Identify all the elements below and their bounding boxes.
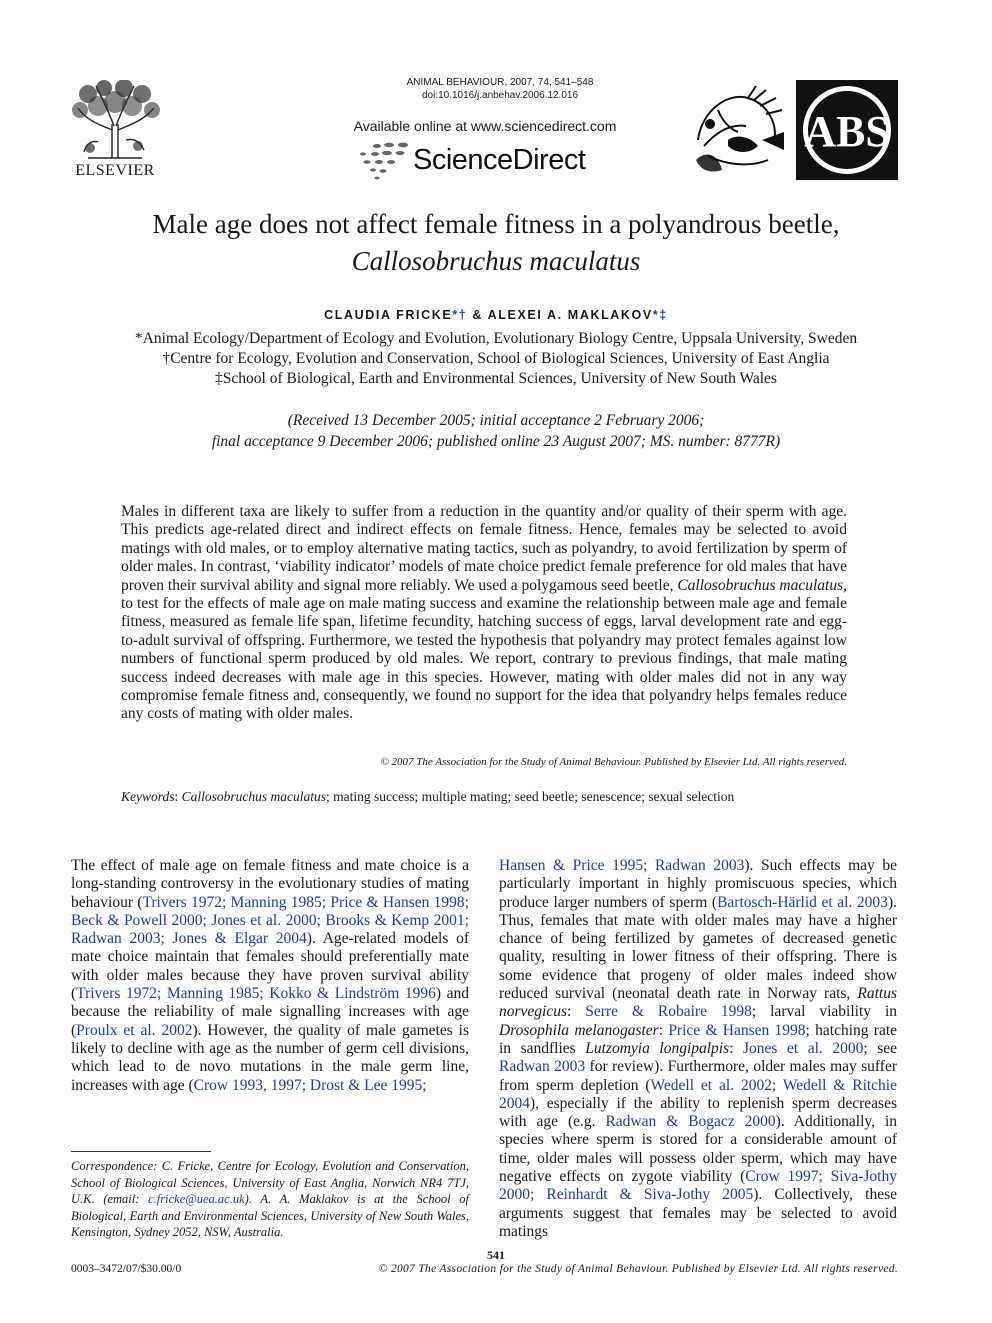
elsevier-logo xyxy=(68,80,162,182)
body-paragraph: The effect of male age on female fitness and mate choice is a long-standing controversy in the evolutionary studies of mating behaviour (Trivers 1972; Manning 1985; Price & Hansen 1998; Beck & Powell 2000; Jones et al. 2000; Brooks & Kemp 2001; Radwan 2003; Jones & Elgar 2004). Age-related models of mate choice maintain that females should preferentially mate with older males because they have proven survival ability (Trivers 1972; Manning 1985; Kokko & Lindström 1996) and because the reliability of male signalling increases with age (Proulx et al. 2002). However, the quality of male gametes is likely to decline with age as the number of germ cell divisions, which lead to de novo mutations in the male germ line, increases with age (Crow 1993, 1997; Drost & Lee 1995; xyxy=(71,857,469,1094)
citation-link[interactable]: Wedell et al. 2002; Wedell & Ritchie 2004 xyxy=(499,1076,897,1112)
abs-logo-text: ABS xyxy=(804,107,890,156)
publisher-name: ELSEVIER xyxy=(75,162,155,179)
title-line: Male age does not affect female fitness in a polyandrous beetle, xyxy=(152,209,840,239)
doi[interactable]: doi:10.1016/j.anbehav.2006.12.016 xyxy=(421,90,579,101)
abstract-text: Males in different taxa are likely to suffer from a reduction in the quantity and/or quality of their sperm with age. This predicts age-related direct and indirect effects on female fitness. Hence, females may be selected to avoid matings with old males, or to employ alternative mating tactics, such as polyandry, to avoid fertilization by sperm of older males. In contrast, ‘viability indicator’ models of mate choice predict female preference for old males that have proven their survival ability and signal more reliably. We used a polygamous seed beetle, xyxy=(121,503,847,594)
keywords-label: Keywords xyxy=(121,789,175,804)
species-name: Rattus norvegicus xyxy=(499,985,897,1021)
body-column-right xyxy=(499,857,897,1241)
page-number: 541 xyxy=(487,1248,505,1262)
abstract-copyright: © 2007 The Association for the Study of Animal Behaviour. Published by Elsevier Ltd. All rights reserved. xyxy=(380,756,847,768)
species-name: Drosophila melanogaster xyxy=(499,1021,659,1039)
citation-link[interactable]: Hansen & Price 1995; Radwan 2003 xyxy=(499,857,745,874)
keyword-list: ; mating success; multiple mating; seed beetle; senescence; sexual selection xyxy=(326,789,735,804)
citation-link[interactable]: Jones et al. 2000 xyxy=(743,1039,864,1057)
citation-link[interactable]: Proulx et al. 2002 xyxy=(76,1021,193,1039)
body-column-left xyxy=(71,857,469,1095)
abstract-text-cont: , to test for the effects of male age on male mating success and examine the relationship between male age and female fitness, measured as female life span, lifetime fecundity, hatching success of eggs, larval development rate and egg-to-adult survival of offspring. Furthermore, we tested the hypothesis that polyandry may protect females against low numbers of functional sperm produced by old males. We report, contrary to previous findings, that male mating success indeed decreases with male age in this species. However, mating with older males did not in any way compromise female fitness and, consequently, we found no support for the idea that polyandry helps females reduce any costs of mating with older males. xyxy=(121,576,848,723)
abs-society-logo xyxy=(796,80,898,180)
author-fricke-marks[interactable]: *† xyxy=(452,308,468,322)
citation-link[interactable]: Serre & Robaire 1998 xyxy=(585,1003,752,1021)
citation-link[interactable]: Trivers 1972; Manning 1985; Price & Hansen 1998; Beck & Powell 2000; Jones et al. 2000; Brooks & Kemp 2001; Radwan 2003; Jones & Elgar 2004 xyxy=(71,893,469,948)
sciencedirect-logo[interactable] xyxy=(355,138,615,182)
footnote-divider xyxy=(71,1151,211,1152)
issn-price: 0003–3472/07/$30.00/0 xyxy=(71,1263,182,1275)
affiliation-uppsala: *Animal Ecology/Department of Ecology and Evolution, Evolutionary Biology Centre, Uppsala University, Sweden xyxy=(134,330,858,347)
body-paragraph: Hansen & Price 1995; Radwan 2003). Such effects may be particularly important in highly promiscuous species, which produce larger numbers of sperm (Bartosch-Härlid et al. 2003). Thus, females that mate with older males may have a higher chance of being fertilized by gametes of decreased genetic quality, resulting in lower fitness of their offspring. There is some evidence that progeny of older males indeed show reduced survival (neonatal death rate in Norway rats, Rattus norvegicus: Serre & Robaire 1998; larval viability in Drosophila melanogaster: Price & Hansen 1998; hatching rate in sandflies Lutzomyia longipalpis: Jones et al. 2000; see Radwan 2003 for review). Furthermore, older males may suffer from sperm depletion (Wedell et al. 2002; Wedell & Ritchie 2004), especially if the ability to replenish sperm decreases with age (e.g. Radwan & Bogacz 2000). Additionally, in species where sperm is stored for a considerable amount of time, older males will possess older sperm, which may have negative effects on zygote viability (Crow 1997; Siva-Jothy 2000; Reinhardt & Siva-Jothy 2005). Collectively, these arguments suggest that females may be selected to avoid matings xyxy=(499,857,898,1240)
keyword-species: Callosobruchus maculatus xyxy=(181,789,327,804)
citation-link[interactable]: Radwan 2003 xyxy=(499,1058,586,1076)
bird-fish-emblem-icon xyxy=(688,80,790,180)
keywords: Keywords: Callosobruchus maculatus; mating success; multiple mating; seed beetle; senescence; sexual selection xyxy=(121,789,735,804)
affiliation-uea: †Centre for Ecology, Evolution and Conservation, School of Biological Sciences, University of East Anglia xyxy=(162,350,830,367)
author-fricke[interactable]: CLAUDIA FRICKE xyxy=(324,308,453,322)
citation-link[interactable]: Radwan & Bogacz 2000 xyxy=(605,1113,776,1131)
species-name: Lutzomyia longipalpis xyxy=(585,1039,730,1057)
email-link[interactable]: c.fricke@uea.ac.uk xyxy=(148,1192,245,1206)
received-dates xyxy=(60,410,932,452)
abstract xyxy=(121,503,847,724)
citation-link[interactable]: Price & Hansen 1998 xyxy=(668,1021,806,1039)
journal-citation xyxy=(340,76,660,102)
acceptance-line: final acceptance 9 December 2006; published online 23 August 2007; MS. number: 8777R) xyxy=(211,433,781,450)
abs-circle-emblem-icon xyxy=(796,80,898,180)
citation-link[interactable]: Trivers 1972; Manning 1985; Kokko & Lindström 1996 xyxy=(76,985,436,1003)
correspondence-footnote: Correspondence: C. Fricke, Centre for Ecology, Evolution and Conservation, School of Biological Sciences, University of East Anglia, Norwich NR4 7TJ, U.K. (email: c.fricke@uea.ac.uk). A. A. Maklakov is at the School of Biological, Earth and Environmental Sciences, University of New South Wales, Kensington, Sydney 2052, NSW, Australia. xyxy=(71,1159,469,1239)
journal-line: ANIMAL BEHAVIOUR, 2007, 74, 541–548 xyxy=(406,77,594,88)
footer-copyright: © 2007 The Association for the Study of Animal Behaviour. Published by Elsevier Ltd. All rights reserved. xyxy=(378,1263,898,1275)
citation-link[interactable]: Bartosch-Härlid et al. 2003 xyxy=(717,893,888,911)
available-online[interactable]: Available online at www.sciencedirect.com xyxy=(353,118,617,134)
author-separator: & xyxy=(472,308,484,322)
citation-link[interactable]: Crow 1997; Siva-Jothy 2000; Reinhardt & Siva-Jothy 2005 xyxy=(499,1168,897,1204)
elsevier-tree-icon xyxy=(68,80,162,160)
author-list xyxy=(60,308,932,322)
journal-cover-logo xyxy=(688,80,790,180)
received-line: (Received 13 December 2005; initial acceptance 2 February 2006; xyxy=(287,412,705,429)
citation-link[interactable]: Crow 1993, 1997; Drost & Lee 1995; xyxy=(193,1076,427,1094)
title-species: Callosobruchus maculatus xyxy=(351,246,641,276)
affiliation-unsw: ‡School of Biological, Earth and Environmental Sciences, University of New South Wales xyxy=(215,370,777,387)
abstract-species: Callosobruchus maculatus xyxy=(677,576,844,594)
sciencedirect-wordmark: ScienceDirect xyxy=(413,144,586,176)
author-maklakov-marks[interactable]: *‡ xyxy=(652,308,668,322)
author-maklakov[interactable]: ALEXEI A. MAKLAKOV xyxy=(487,308,653,322)
article-title xyxy=(60,206,932,280)
sciencedirect-dots-icon xyxy=(355,140,413,180)
